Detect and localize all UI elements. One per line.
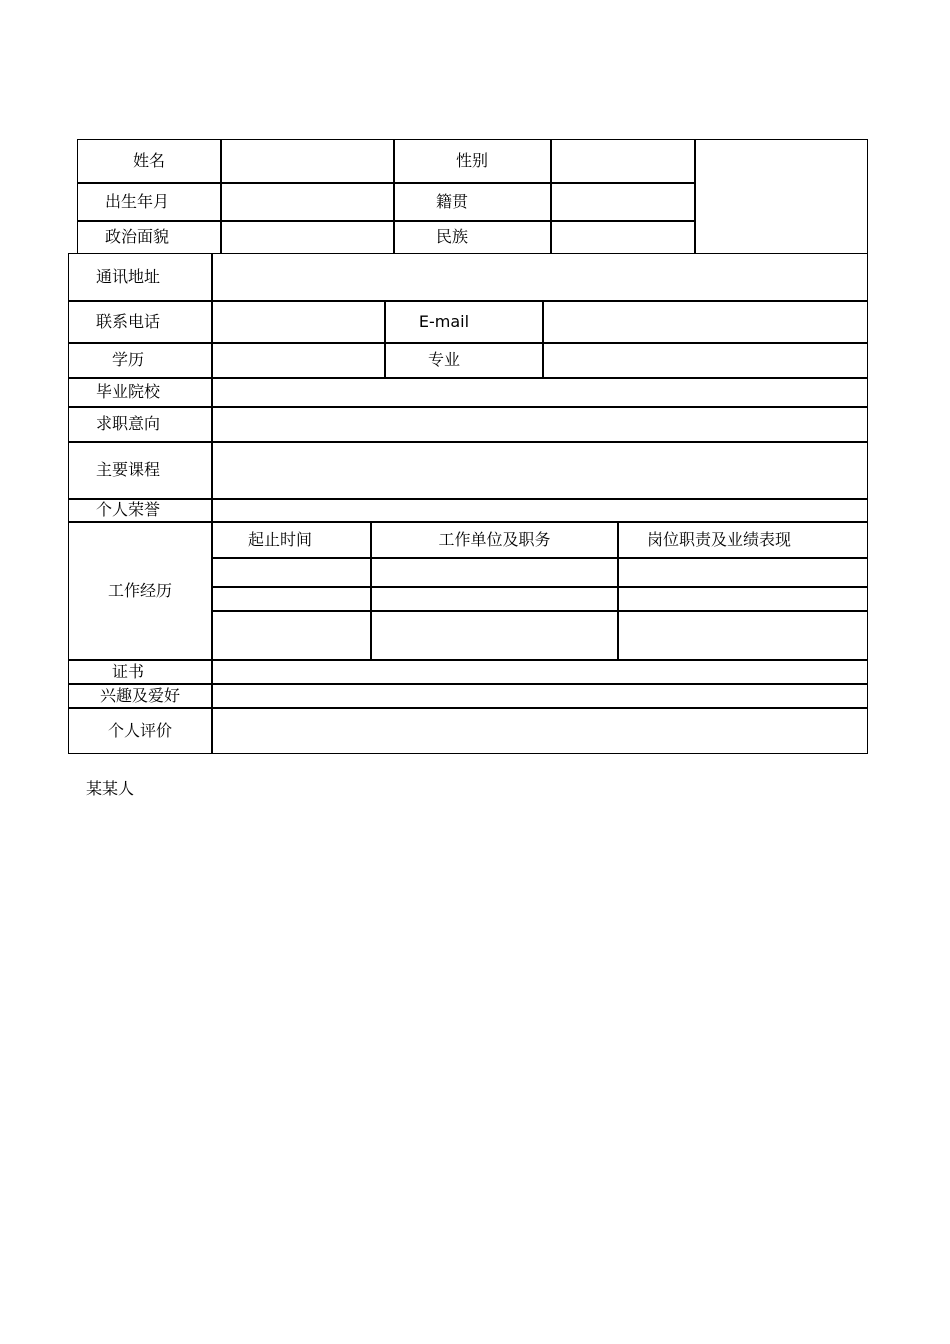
label-hobbies: 兴趣及爱好 [99, 686, 180, 705]
label-education: 学历 [111, 350, 144, 369]
school-field[interactable] [213, 378, 866, 406]
work-row-3[interactable] [213, 612, 866, 659]
work-header-employer: 工作单位及职务 [438, 529, 551, 549]
native-place-field[interactable] [552, 183, 694, 220]
certificates-field[interactable] [213, 661, 866, 683]
birth-field[interactable] [222, 183, 393, 220]
honors-field[interactable] [213, 499, 866, 521]
address-field[interactable] [213, 254, 866, 300]
work-header-duties: 岗位职责及业绩表现 [646, 529, 791, 549]
courses-field[interactable] [213, 442, 866, 498]
label-ethnicity: 民族 [435, 227, 468, 246]
label-honors: 个人荣誉 [95, 500, 160, 519]
label-courses: 主要课程 [95, 460, 160, 479]
ethnicity-field[interactable] [552, 221, 694, 253]
label-work-experience: 工作经历 [107, 580, 172, 600]
label-job-intent: 求职意向 [95, 414, 160, 433]
gender-field[interactable] [552, 140, 694, 182]
label-birth: 出生年月 [104, 191, 169, 211]
work-row-1[interactable] [213, 559, 866, 586]
label-name: 姓名 [132, 151, 165, 170]
work-header-period: 起止时间 [247, 529, 312, 549]
label-major: 专业 [427, 350, 460, 369]
hobbies-field[interactable] [213, 685, 866, 707]
self-evaluation-field[interactable] [213, 709, 866, 753]
major-field[interactable] [544, 343, 866, 377]
email-field[interactable] [544, 301, 866, 342]
label-self-evaluation: 个人评价 [107, 721, 172, 740]
phone-field[interactable] [213, 301, 384, 342]
footer-author: 某某人 [86, 779, 135, 798]
label-address: 通讯地址 [95, 267, 160, 286]
label-school: 毕业院校 [95, 382, 160, 401]
photo-area[interactable] [696, 140, 866, 253]
name-field[interactable] [222, 140, 393, 182]
label-phone: 联系电话 [95, 311, 160, 331]
label-email: E-mail [418, 311, 470, 331]
label-gender: 性别 [455, 151, 488, 170]
label-native-place: 籍贯 [435, 191, 468, 211]
education-field[interactable] [213, 343, 384, 377]
label-certificates: 证书 [111, 662, 144, 681]
job-intent-field[interactable] [213, 407, 866, 441]
political-status-field[interactable] [222, 221, 393, 253]
work-row-2[interactable] [213, 588, 866, 610]
label-political-status: 政治面貌 [104, 227, 169, 246]
